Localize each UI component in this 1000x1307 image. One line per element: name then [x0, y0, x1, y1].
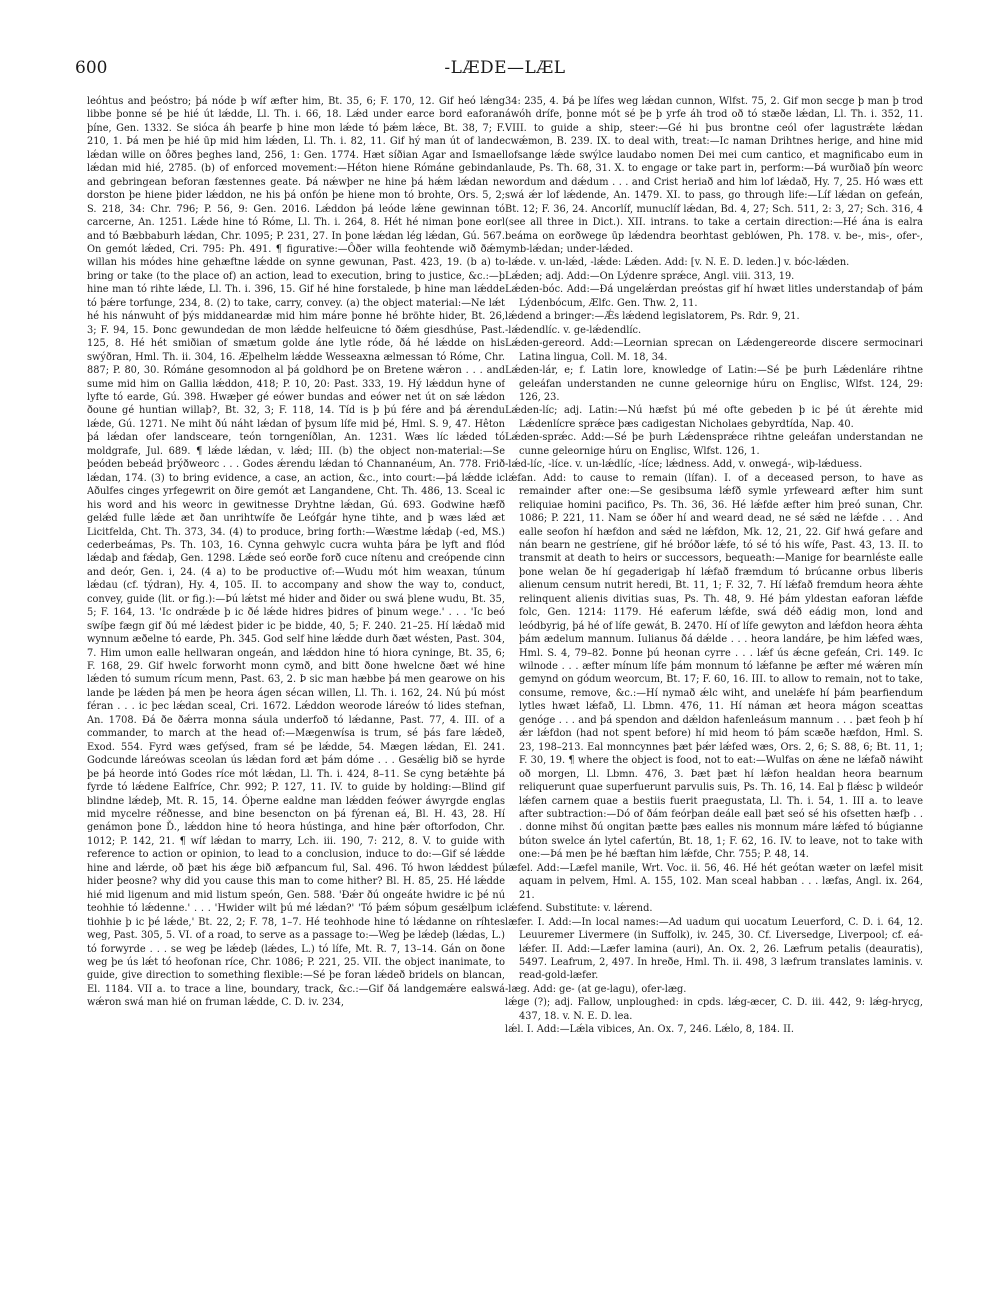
dictionary-entry: -lǽde. v. un-lǽd, -lǽde: Lǽden. Add: [v. N. E. D. leden.] v. bóc-lǽden.	[505, 257, 850, 269]
dictionary-entry: Lǽden-líc; adj. Latin:—Nú hæfst þú mé ofte gebeden þ ic þé út ǽrehte mid Lǽdenlícre sprǽce þæs cadigestan Nicholaes gebyrdtída, Nap. 40.	[505, 405, 923, 430]
dictionary-entry: Lǽden; adj. Add:—On Lýdenre sprǽce, Angl. viii. 313, 19.	[505, 270, 795, 282]
dictionary-entry: Lǽden-lár, e; f. Latin lore, knowledge of Latin:—Sé þe þurh Lǽdenláre rihtne geleáfan understanden ne cunne geleornige húru on Englisc, Wlfst. 124, 29: 126, 23.	[505, 365, 923, 403]
dictionary-entry: -lǽdendlíc. v. ge-lǽdendlíc.	[505, 324, 642, 336]
right-column	[505, 95, 923, 1265]
running-title: -LÆDE—LÆL	[444, 58, 566, 78]
dictionary-entry: Lǽden-bóc. Add:—Ðá ungelǽrdan preóstas gif hí hwæt litles understandaþ of þám Lýdenbócum, Ælfc. Gen. Thw. 2, 11.	[505, 284, 923, 309]
dictionary-entry: Lǽden-gereord. Add:—Leornian sprecan on Lǽdengereorde discere sermocinari Latina lingua, Coll. M. 18, 34.	[505, 338, 923, 363]
dictionary-entry: lǽl. I. Add:—Lǽla vibices, An. Ox. 7, 246. Lǽlo, 8, 184. II.	[505, 1024, 794, 1036]
dictionary-entry: læfer. I. Add:—In local names:—Ad uadum qui uocatum Leuerford, C. D. i. 64, 12. Leuuremer Livermere (in Suffolk), iv. 245, 30. Cf. Liversedge, Liverpool; cf. eá-lǽfer. II. Add:—Læfer lamina (auri), An. Ox. 2, 26. Læfrum petalis (deauratis), 5497. Leafrum, 2, 497. In hreðe, Hml. Th. ii. 498, 3 læfrum translates laminis. v. read-gold-læfer.	[505, 916, 923, 982]
dictionary-entry: lǽfan. Add: to cause to remain (lífan). I. of a deceased person, to have as remainder after one:—Se gesibsuma lǽfð symle yrfeweard æfter him sunt reliquiae homini pacifico, Ps. Th. 36, 36. Hé lǽfde æfter him þreó sunan, Chr. 1086; P. 221, 11. Nam se óðer hí and weard dead, ne sé sǽd ne lǽfde . . . And ealle seofon hí hæfdon and sǽd ne lǽfdon, Mk. 12, 21, 22. Gif hwá gefare and nán bearn ne gestríene, gif hé bróðor lǽfe, tó sé tó his wífe, Past. 43, 13. II. to transmit at death to heirs or successors, bequeath:—Manige for bearnléste ealle þone welan ðe hí gegaderigaþ hí lǽfað fræmdum tó brúcanne orbus liberis alienum censum nutrit heredi, Bt. 11, 1; F. 32, 7. Hí lǽfað fremdum heora ǽhte relinquent alienis divitias suas, Ps. Th. 48, 9. Hé þám yldestan eaforan lǽfde folc, Gen. 1214: 1179. Hé eaferum lǽfde, swá déð eádig mon, lond and leódbyrig, þá hé of lífe gewát, B. 2470. Hí of lífe gewyton and lǽfdon heora ǽhta þám ædelum mannum. Iulianus ðá dǽlde . . . heora landáre, þe him lǽfed wæs, Hml. S. 4, 79–82. Þonne þú heonan cyrre . . . lǽf ús ǽcne gefeán, Cri. 149. Ic wilnode . . . æfter mínum lífe þám monnum tó lǽfanne þe æfter mé wǽren mín gemynd on gódum weorcum, Bt. 17; F. 60, 16. III. to allow to remain, not to take, consume, remove, &c.:—Hí nymað ǽlc wiht, and unelǽfe hí þám þearfiendum lytles hwæt lǽfað, Ll. Lbmn. 476, 11. Hí náman æt heora mágon sceattas genóge . . . and þá spendon and dǽldon hafenleásum mannum . . . þæt feoh þ hí ǽr lǽfdon (had not spent before) hí mid heom tó þám scæðe hæfdon, Hml. S. 23, 198–213. Eal monncynnes þæt þǽr lǽfed wæs, Ors. 2, 6; S. 88, 6; Bt. 11, 1; F. 30, 19. ¶ where the object is food, not to eat:—Wulfas on ǽne ne lǽfað náwiht oð morgen, Ll. Lbmn. 476, 3. Þæt þæt hí lǽfon healdan heora bearnum reliquerunt quae superfuerunt parvulis suis, Ps. Th. 16, 14. Eal þ flǽsc þ wildeór lǽfen carnem quae a bestiis fuerit praegustata, Ll. Th. i. 54, 1. III a. to leave after subtraction:—Dó of ðám feórþan deále eall þæt seó sé his ofsetten hæfþ . . . donne mihst ðú ongitan þætte þæs ealles nis monnum máre lǽfed tó búgianne búton swelce án lytel cafertún, Bt. 18, 1; F. 62, 16. IV. to leave, not to take with one:—Þá men þe hé bæftan him lǽfde, Chr. 755; P. 48, 14.	[505, 472, 923, 861]
left-column	[87, 95, 505, 1265]
dictionary-entry: lǽge (?); adj. Fallow, unploughed: in cpds. lǽg-æcer, C. D. iii. 442, 9: lǽg-hrycg, 437, 18. v. N. E. D. lea.	[505, 997, 923, 1022]
dictionary-entry: 34: 235, 4. Þá þe lífes weg lǽdan cunnon, Wlfst. 75, 2. Gif mon secge þ man þ trod áwóh drífe, þonne mót sé þe þ yrfe áh trod oð tó stæðe lǽdan, Ll. Th. i. 352, 11. VIII. to guide a ship, steer:—Gé hi þus brontne ceól ofer lagustrǽte lǽdan cwǽmon, B. 239. IX. to deal with, treat:—Ic naman Drihtnes herige, and hine mid lofsange lǽde swýlce laudabo nomen Dei mei cum cantico, et magnificabo eum in laude, Ps. Th. 68, 31. X. to engage or take part in, perform:—Þá wurðiað þín weorc wordum and dǽdum . . . and Crist heriað and him lof lǽdað, Hy. 7, 25. Hó wæs ett swá ǽr lof lǽdende, An. 1479. XI. to pass, go through life:—Líf lǽdan on gefeán, Bt. 12; F. 36, 24. Ancorlíf, munuclíf lǽdan, Bd. 4, 27; Sch. 511, 2: 3, 27; Sch. 316, 4 (see all three in Dict.). XII. intrans. to take a certain direction:—Hé ána is ealra beáma on eorðwege ūp lǽdendra beorhtast geblówen, Ph. 178. v. be-, mis-, ofer-, ymb-lǽdan; under-lǽded.	[505, 96, 923, 255]
page-number: 600	[75, 58, 108, 78]
dictionary-entry: -læg. Add: ge- (at ge-lagu), ofer-læg.	[505, 983, 687, 995]
dictionary-entry: Lǽden-sprǽc. Add:—Sé þe þurh Lǽdensprǽce rihtne geleáfan understandan ne cunne geleornige húru on Englisc, Wlfst. 126, 1.	[505, 432, 923, 457]
dictionary-entry: lǽdend a bringer:—Ǽs lǽdend legislatorem, Ps. Rdr. 9, 21.	[505, 311, 800, 323]
dictionary-entry: leóhtus and þeóstro; þá nóde þ wíf æfter him, Bt. 35, 6; F. 170, 12. Gif heó lǽng libbe þonne sé þe hié út lǽdde, Ll. Th. i. 66, 18. Lǽd under earce bord eaforan þíne, Gen. 1332. Se sióca áh þearfe þ hine mon lǽde tó þǽm lǽce, Bt. 38, 7; F. 210, 1. Þá men þe hié ūp mid him lǽden, Ll. Th. i. 82, 11. Gif hý man út of lande lǽdan wille on ôðres þeghes land, 256, 1: Gen. 1774. Hæt síðian Agar and Ismael lǽdan mid hié, 2785. (b) of enforced movement:—Héton hiene Rómáne gebindan and gebringean beforan fæstennes geate. Þá nǽwþer ne hine þá hǽm lǽdan ne dorston þe hiene þider lǽddon, ne his þá onfón þe hiene mon tó brohte, Ors. 5, 2; S. 218, 34: Chr. 796; P. 56, 9: Gen. 2016. Lǽddon þá leóde lǽne gewinnan tó carcerne, An. 1251. Lǽde hine tó Róme, Ll. Th. i. 264, 8. Hét hé niman þone eorl and tó Bæbbaburh lǽdan, Chr. 1095; P. 231, 27. In þone lǽdan lég lǽdan, Gú. 567. On gemót lǽded, Cri. 795: Ph. 491. ¶ figurative:—Ôðer willa feohtende wið ðǽm willan his módes hine gehæftne lǽdde on synne gewunan, Past. 423, 19. (b a) to bring or take (to the place of) an action, lead to execution, bring to justice, &c.:—þ hine man tó rihte lǽde, Ll. Th. i. 396, 15. Gif hé hine forstalede, þ hine man lǽdde tó þǽre torfunge, 234, 8. (2) to take, carry, convey. (a) the object material:—Ne lǽt hé his nánwuht of þýs middaneardæ mid him máre þonne hé bröhte hider, Bt. 26, 3; F. 94, 15. Þonc gewundedan de mon lǽdde helfeuicne tó ðǽm giesdhúse, Past. 125, 8. Hé hét smiðian of smætum golde áne lytle róde, ðá hé lǽdde on his swýðran, Hml. Th. ii. 304, 16. Æþelhelm lǽdde Wesseaxna ælmessan tó Róme, Chr. 887; P. 80, 30. Rómáne gesomnodon al þá goldhord þe on Bretene wǽron . . . and sume mid him on Gallia lǽddon, 418; P. 10, 20: Past. 333, 19. Hý lǽddun hyne of lyfte tó earde, Gú. 398. Hwæþer gé eówer bundas and eówer net út on sǽ lǽdon ðoune gé huntian willaþ?, Bt. 32, 3; F. 118, 14. Tíd is þ þú fére and þá ǽrendu lǽde, Gú. 1271. Ne miht ðú náht lǽdan of þysum lífe mid þé, Hml. S. 9, 47. Hêton þá lǽdan ofer landsceare, teón torngeníðlan, An. 1231. Wæs líc lǽded tó moldgrafe, Jul. 689. ¶ lǽde lǽdan, v. lǽd; III. (b) the object non-material:—Se þeóden bebeád þrýðweorc . . . Godes ǽrendu lǽdan tó Channanéum, An. 778. Frið lǽdan, 174. (3) to bring evidence, a case, an action, &c., into court:—þá lǽdde ic Aðulfes cinges yrfegewrit on ðire gemót æt Langandene, Cht. Th. 486, 13. Sceal ic his word and his weorc in gewitnesse Dryhtne lǽdan, Gú. 693. Godwine hæfð gelǽd fulle lǽde æt ðan unrihtwífe ðe Leófgár hyne tihte, and þ wæs lǽd æt Licitfelda, Cht. Th. 373, 34. (4) to produce, bring forth:—Wæstme lǽdaþ (-ed, MS.) cederbeámas, Ps. Th. 103, 16. Cynna gehwylc cucra wuhta þára þe lyft and flód lǽdaþ and fǽdaþ, Gen. 1298. Lǽde seó eorðe forð cuce nítenu and creópende cinn and deór, Gen. i, 24. (4 a) to be productive of:—Wudu mót him weaxan, túnum lǽdau (cf. týdran), Hy. 4, 105. II. to accompany and show the way to, conduct, convey, guide (lit. or fig.):—Þú lǽtst mé hider and ðider ou swá þlene wudu, Bt. 35, 5; F. 164, 13. 'Ic ondrǽde þ ic ðé lǽde hidres þidres of þinum wege.' . . . 'Ic beó swíþe fægn gif ðú mé lǽdest þider ic þe bidde, 40, 5; F. 240. 21–25. Hí lǽdað mid wynnum æðelne tó earde, Ph. 345. God self hine lǽdde durh ðæt wésten, Past. 304, 7. Him umon ealle hellwaran ongeán, and lǽddon hine tó hiora cyninge, Bt. 35, 6; F. 168, 29. Gif hwelc forworht monn cymð, and bitt ðone hwelcne ðæt wé hine lǽden tó sumum rícum menn, Past. 63, 2. Þ sic man hæbbe þá men gearowe on his lande þe lǽden þá men þe heora ágen sécan willen, Ll. Th. i. 162, 24. Nú þú móst féran . . . ic þec lǽdan sceal, Cri. 1672. Lǽddon weorode láreów tó lides stefnan, An. 1708. Ðá ðe ðǽrra monna sáula underfoð tó lǽdanne, Past. 77, 4. III. of a commander, to march at the head of:—Mægenwísa is trum, sé þás fare lǽdeð, Exod. 554. Fyrd wæs gefýsed, fram sé þe lǽdde, 54. Mægen lǽdan, El. 241. Godcunde láreówas sceolan ús lǽdan ford æt þám dóme . . . Gesǽlig bið se hyrde þe þá heorde intó Godes ríce mót lǽdan, Ll. Th. i. 424, 8–11. Se cyng betǽhte þá fyrde tó lǽdene Ealfríce, Chr. 992; P. 127, 11. IV. to guide by holding:—Blind gif blindne lǽdeþ, Mt. R. 15, 14. Óþerne ealdne man lǽdden feówer áwyrgde englas mid mycelre réðnesse, and bine besencton on þá fýrenan eá, Bl. H. 43, 28. Hí genámon þone Ď., lǽddon hine tó heora hústinga, and hine þǽr oftorfodon, Chr. 1012; P. 142, 21. ¶ wíf lǽdan to marry, Lch. iii. 190, 7: 212, 8. V. to guide with reference to action or opinion, to lead to a conclusion, induce to do:—Gif sé lǽdde hine and lǽrde, oð þæt his ǽge bið æfpancum ful, Sal. 496. Tó hwon lǽddest þú hider þeosne? why did you cause this man to come hither? Bl. H. 85, 25. Hé lǽdde hié mid ligenum and mid listum speón, Gen. 588. 'Ðǽr ðú ongeáte hwidre ic þé nú teohhie tó lǽdenne.' . . . 'Hwider wilt þú mé lǽdan?' 'Tó þǽm sóþum gesǽlþum ic tiohhie þ ic þé lǽde,' Bt. 22, 2; F. 78, 1–7. Hé teohhode hine tó lǽdanne on ríhtes weg, Past. 305, 5. VI. of a road, to serve as a passage to:—Weg þe lǽdeþ (lǽdas, L.) tó forwyrde . . . se weg þe lǽdeþ (lǽdes, L.) tó lífe, Mt. R. 7, 13–14. Gán on ðone weg þe ús lǽt tó heofonan ríce, Chr. 1086; P. 221, 25. VII. the object inanimate, to guide, give direction to something flexible:—Sé þe foran lǽdeð bridels on blancan, El. 1184. VII a. to trace a line, boundary, track, &c.:—Gif ðá landgemǽre ealswá wǽron swá man hié on fruman lǽdde, C. D. iv. 234,	[87, 96, 505, 1009]
dictionary-entry: -lǽd-líc, -líce. v. un-lǽdlíc, -líce; lǽdness. Add, v. onwegá-, wiþ-lǽduess.	[505, 459, 863, 471]
dictionary-entry: læfel. Add:—Læfel manile, Wrt. Voc. ii. 56, 46. Hé hét geótan wæter on læfel misit aquam in pelvem, Hml. A. 155, 102. Man sceal habban . . . læfas, Angl. ix. 264, 21.	[505, 862, 923, 901]
dictionary-entry: lǽfend. Substitute: v. lǽrend.	[505, 903, 653, 915]
page-header	[75, 58, 935, 84]
